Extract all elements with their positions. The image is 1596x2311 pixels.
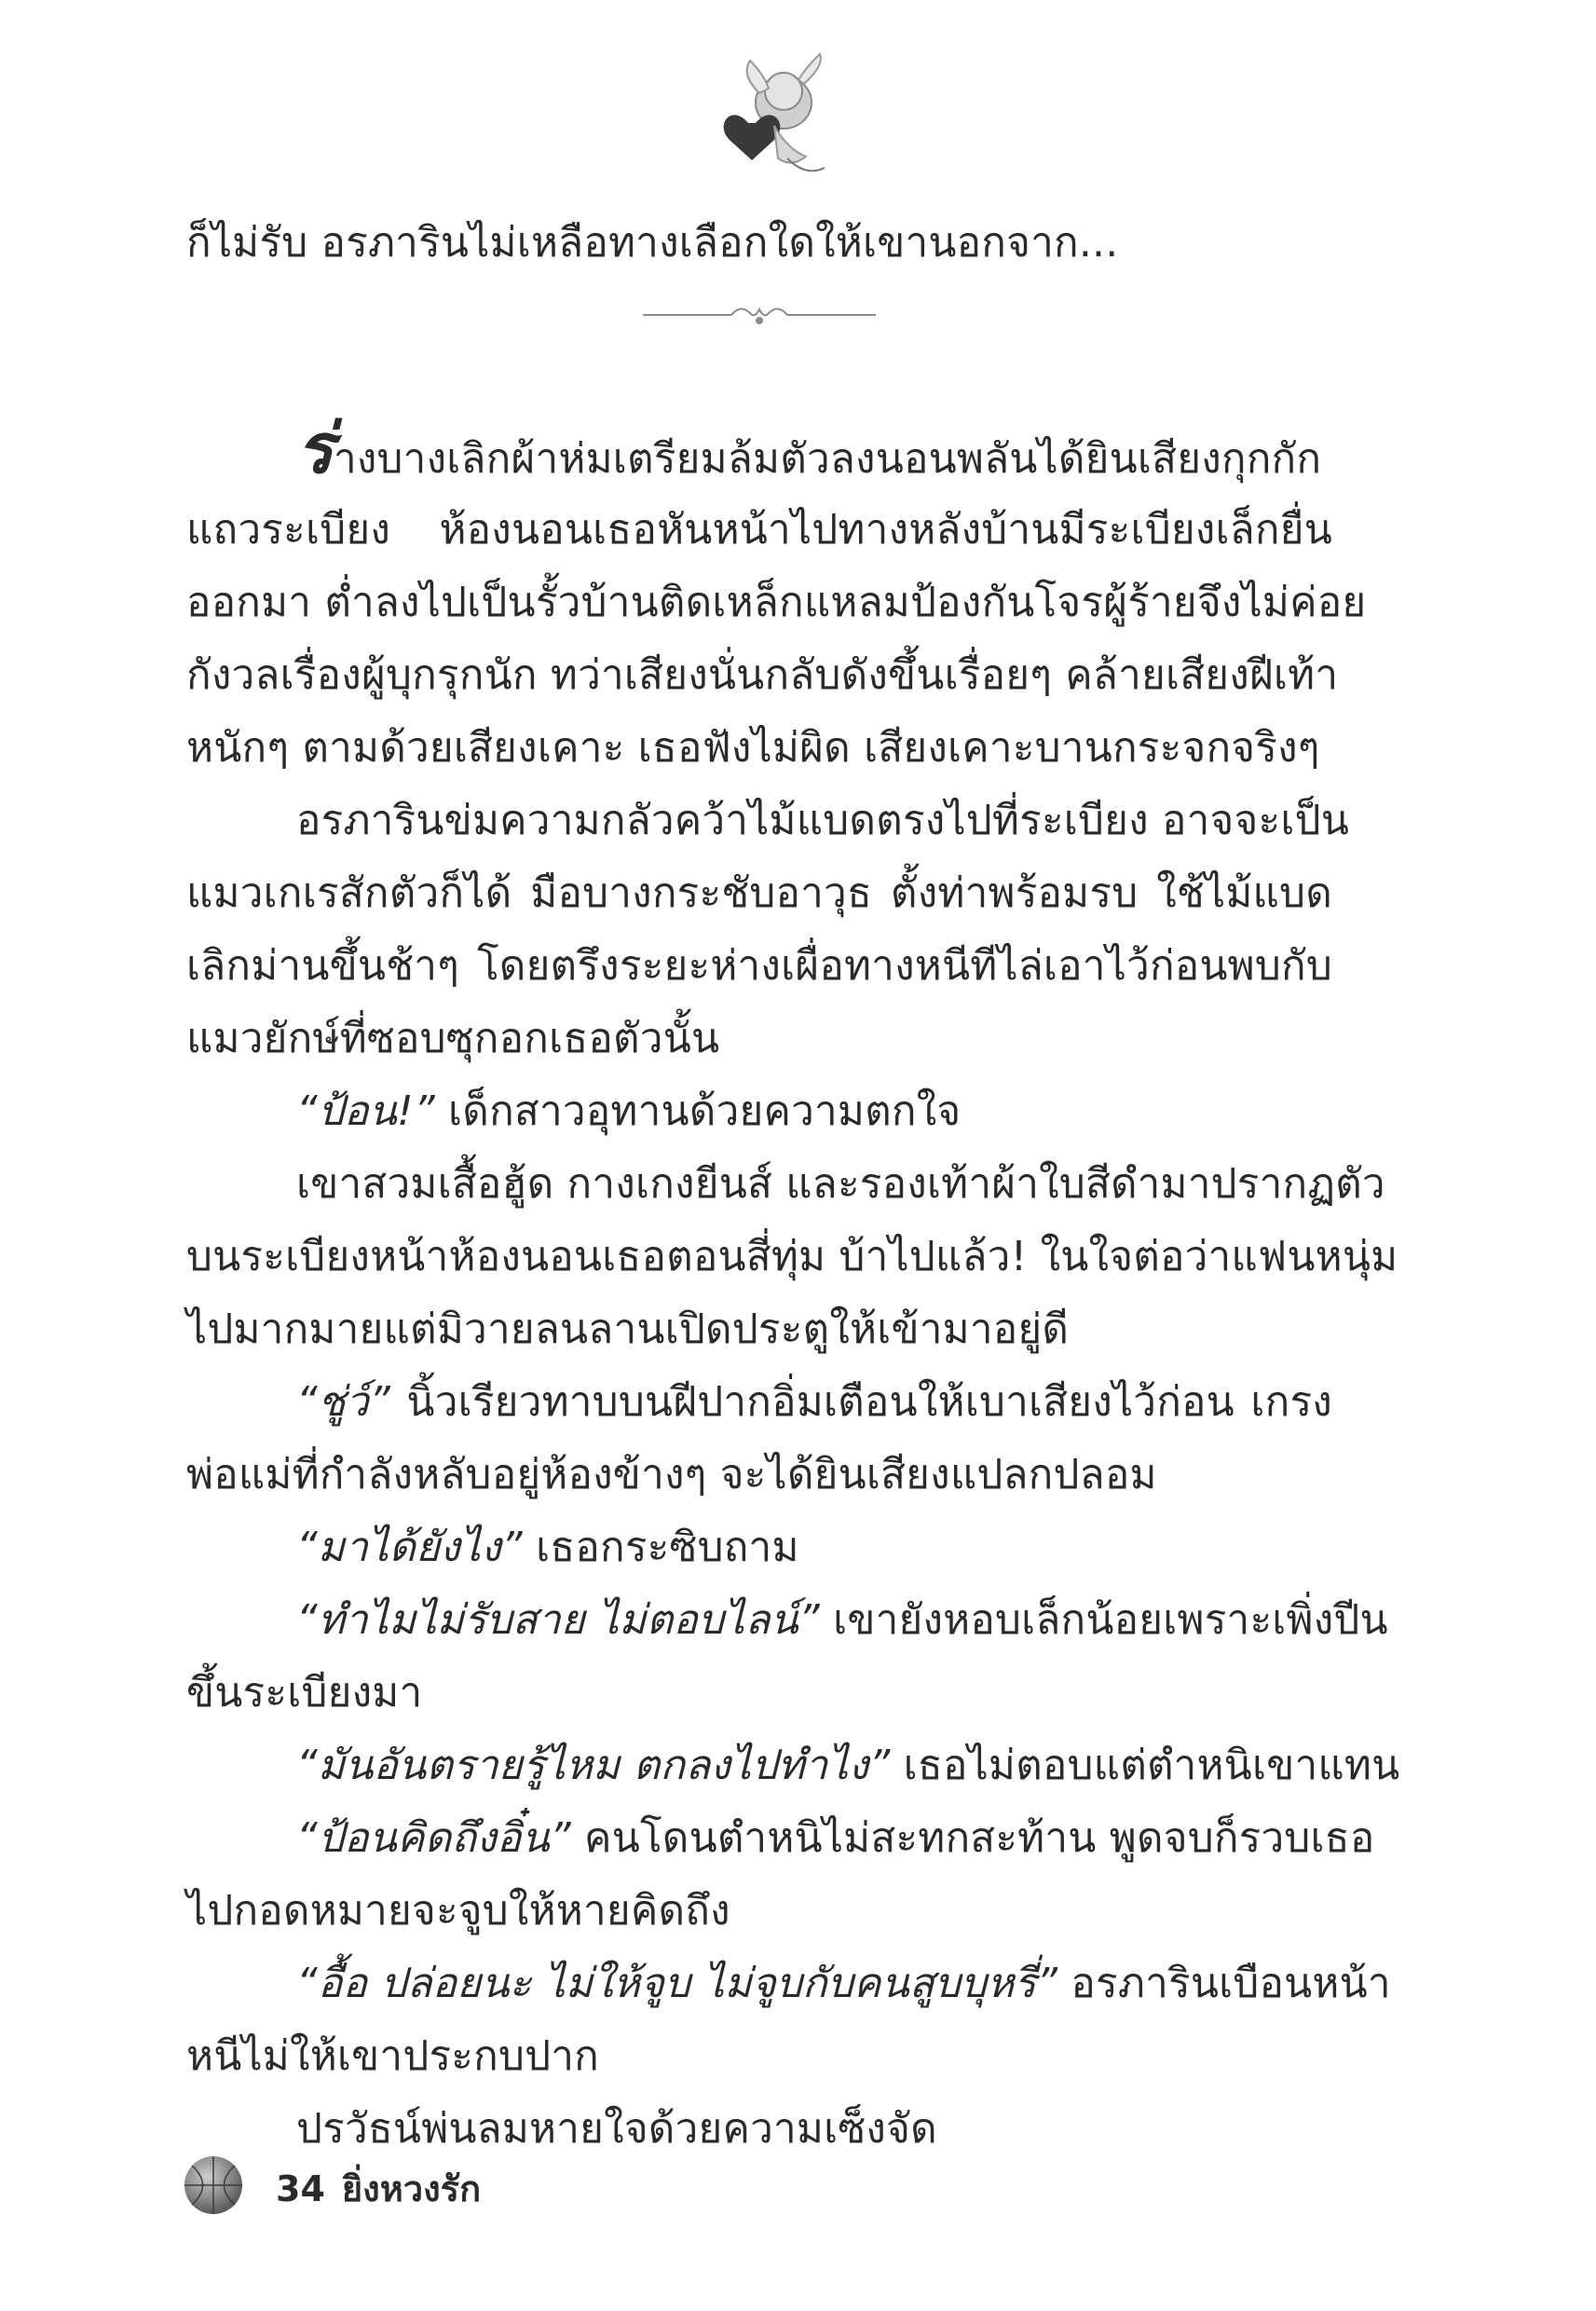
text-line: “มาได้ยังไง” เธอกระซิบถาม bbox=[296, 1524, 799, 1571]
text-line: “ชู่ว์” นิ้วเรียวทาบบนฝีปากอิ่มเตือนให้เบาเสียงไว้ก่อน เกรง bbox=[296, 1378, 1332, 1426]
text-line: หนีไม่ให้เขาประกบปาก bbox=[186, 2032, 599, 2080]
text-line: ก็ไม่รับ อรภารินไม่เหลือทางเลือกใดให้เขานอกจาก... bbox=[186, 219, 1119, 267]
text-line: พ่อแม่ที่กำลังหลับอยู่ห้องข้างๆ จะได้ยินเสียงแปลกปลอม bbox=[186, 1451, 1157, 1498]
text-line: ไปมากมายแต่มิวายลนลานเปิดประตูให้เข้ามาอยู่ดี bbox=[186, 1306, 1070, 1353]
cupid-heart-icon bbox=[694, 37, 843, 186]
text-line: เขาสวมเสื้อฮู้ด กางเกงยีนส์ และรองเท้าผ้าใบสีดำมาปรากฏตัว bbox=[296, 1160, 1385, 1208]
text-line-dropcap: ร่างบางเลิกผ้าห่มเตรียมล้มตัวลงนอนพลันได้ยินเสียงกุกกัก bbox=[296, 409, 1322, 489]
text-line: “ป้อน!” เด็กสาวอุทานด้วยความตกใจ bbox=[296, 1087, 962, 1135]
text-line: กังวลเรื่องผู้บุกรุกนัก ทว่าเสียงนั่นกลับดังขึ้นเรื่อยๆ คล้ายเสียงฝีเท้า bbox=[186, 651, 1339, 699]
text-line: “อื้อ ปล่อยนะ ไม่ให้จูบ ไม่จูบกับคนสูบบุหรี่” อรภารินเบือนหน้า bbox=[296, 1960, 1391, 2007]
text-line: ไปกอดหมายจะจูบให้หายคิดถึง bbox=[186, 1887, 730, 1935]
text-line: ออกมา ต่ำลงไปเป็นรั้วบ้านติดเหล็กแหลมป้องกันโจรผู้ร้ายจึงไม่ค่อย bbox=[186, 579, 1367, 626]
page-footer bbox=[183, 2154, 742, 2229]
text-line: “ทำไมไม่รับสาย ไม่ตอบไลน์” เขายังหอบเล็กน้อยเพราะเพิ่งปีน bbox=[296, 1596, 1388, 1644]
text-line: ปรวัธน์พ่นลมหายใจด้วยความเซ็งจัด bbox=[296, 2105, 937, 2153]
text-line: หนักๆ ตามด้วยเสียงเคาะ เธอฟังไม่ผิด เสียงเคาะบานกระจกจริงๆ bbox=[186, 724, 1320, 772]
text-line: บนระเบียงหน้าห้องนอนเธอตอนสี่ทุ่ม บ้าไปแล้ว! ในใจต่อว่าแฟนหนุ่ม bbox=[186, 1233, 1398, 1280]
body-text bbox=[186, 207, 1400, 2166]
text-line: “ป้อนคิดถึงอิ๋น” คนโดนตำหนิไม่สะทกสะท้าน พูดจบก็รวบเธอ bbox=[296, 1814, 1375, 1862]
text-line: อรภารินข่มความกลัวคว้าไม้แบดตรงไปที่ระเบียง อาจจะเป็น bbox=[296, 797, 1349, 844]
dropcap: ร่ bbox=[296, 409, 334, 489]
text-line: แมวยักษ์ที่ซอบซุกอกเธอตัวนั้น bbox=[186, 1015, 720, 1062]
text-line: แมวเกเรสักตัวก็ได้ มือบางกระชับอาวุธ ตั้งท่าพร้อมรบ ใช้ไม้แบด bbox=[186, 869, 1332, 917]
text-line: ขึ้นระเบียงมา bbox=[186, 1669, 423, 1716]
book-title: ยิ่งหวงรัก bbox=[341, 2168, 482, 2209]
text-line: แถวระเบียง ห้องนอนเธอหันหน้าไปทางหลังบ้านมีระเบียงเล็กยื่น bbox=[186, 506, 1332, 554]
page-number: 34 bbox=[276, 2168, 325, 2209]
text-line: เลิกม่านขึ้นช้าๆ โดยตรึงระยะห่างเผื่อทางหนีทีไล่เอาไว้ก่อนพบกับ bbox=[186, 942, 1332, 990]
text-line: “มันอันตรายรู้ไหม ตกลงไปทำไง” เธอไม่ตอบแต่ตำหนิเขาแทน bbox=[296, 1742, 1400, 1789]
basketball-icon bbox=[183, 2154, 244, 2216]
